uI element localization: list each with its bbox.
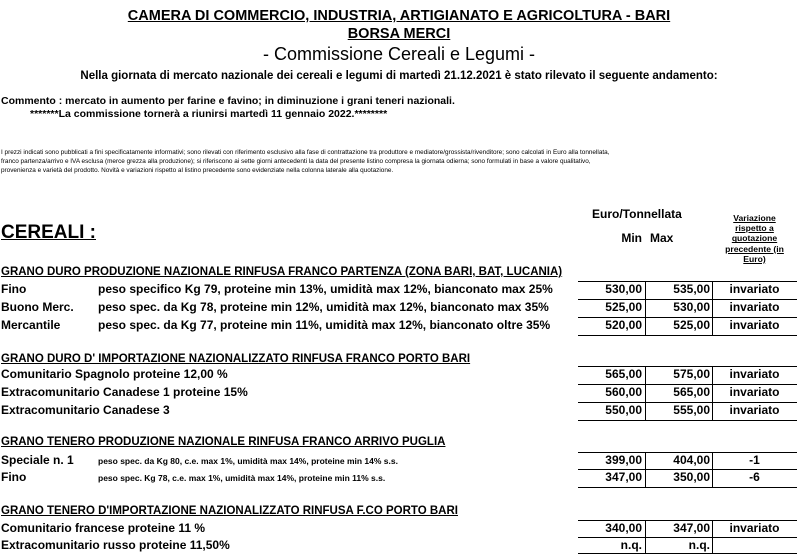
- grade-label: Extracomunitario Canadese 1 proteine 15%: [1, 385, 248, 399]
- grade-label: Fino: [1, 470, 27, 484]
- table-row: [0, 403, 798, 421]
- table-row: [0, 300, 798, 318]
- grid-line: [712, 281, 713, 335]
- section-title: GRANO DURO D' IMPORTAZIONE NAZIONALIZZATO RINFUSA FRANCO PORTO BARI: [1, 353, 471, 365]
- price-variation: invariato: [729, 403, 780, 417]
- min-header: Min: [621, 231, 642, 245]
- max-price: 575,00: [673, 367, 710, 381]
- grade-description: peso spec. Kg 78, c.e. max 1%, umidità max 14%, proteine min 11% s.s.: [98, 473, 386, 483]
- grid-line: [578, 402, 797, 403]
- max-price: 530,00: [673, 300, 710, 314]
- grade-description: peso specifico Kg 79, proteine min 13%, umidità max 12%, bianconato max 25%: [98, 282, 553, 296]
- grid-line: [578, 420, 797, 421]
- grade-label: Comunitario francese proteine 11 %: [1, 521, 206, 535]
- grade-label: Comunitario Spagnolo proteine 12,00 %: [1, 367, 228, 381]
- unit-header: Euro/Tonnellata: [592, 207, 682, 221]
- grid-line: [578, 366, 797, 367]
- price-variation: invariato: [729, 300, 780, 314]
- grade-label: Extracomunitario russo proteine 11,50%: [1, 538, 230, 552]
- min-price: 525,00: [605, 300, 642, 314]
- max-header: Max: [650, 231, 674, 245]
- table-row: [0, 367, 798, 385]
- grid-line: [645, 281, 646, 335]
- min-price: 520,00: [605, 318, 642, 332]
- max-price: 347,00: [673, 521, 710, 535]
- disclaimer-line-3: provenienza e varietà del prodotto. Novità e variazioni rispetto al listino precedente sono evidenziate nella colonna laterale alla quotazione.: [1, 167, 394, 174]
- grade-label: Fino: [1, 282, 27, 296]
- grid-line: [645, 520, 646, 554]
- grade-label: Mercantile: [1, 318, 61, 332]
- grid-line: [645, 366, 646, 420]
- variation-header-line: Euro): [743, 253, 766, 264]
- price-variation: -6: [749, 470, 760, 484]
- variation-header-line: Variazione: [733, 213, 776, 223]
- price-variation: invariato: [729, 282, 780, 296]
- next-meeting-note: *******La commissione tornerà a riunirsi martedì 11 gennaio 2022.********: [30, 108, 388, 120]
- disclaimer-line-2: franco partenza/arrivo e IVA esclusa (merce grezza alla produzione); si riferiscono ai sette giorni antecedenti la data del presente listino compresa la giornata odierna; sono formulati in base a valore qualitativo,: [1, 158, 591, 165]
- variation-header-line: precedente (in: [725, 243, 784, 254]
- grade-description: peso spec. da Kg 77, proteine min 11%, umidità max 12%, bianconato oltre 35%: [98, 318, 551, 332]
- table-row: [0, 318, 798, 336]
- grid-line: [578, 537, 797, 538]
- grade-label: Buono Merc.: [1, 300, 74, 314]
- chamber-title: CAMERA DI COMMERCIO, INDUSTRIA, ARTIGIANATO E AGRICOLTURA - BARI: [127, 8, 671, 24]
- min-price: 550,00: [605, 403, 642, 417]
- price-variation: invariato: [729, 521, 780, 535]
- market-intro: Nella giornata di mercato nazionale dei cereali e legumi di martedì 21.12.2021 è stato rilevato il seguente andamento:: [80, 70, 718, 82]
- max-price: n.q.: [688, 538, 710, 552]
- grid-line: [578, 469, 797, 470]
- grid-line: [578, 452, 797, 453]
- grid-line: [645, 452, 646, 487]
- min-price: 347,00: [605, 470, 642, 484]
- min-price: 565,00: [605, 367, 642, 381]
- max-price: 350,00: [673, 470, 710, 484]
- grid-line: [578, 299, 797, 300]
- price-variation: -1: [749, 453, 760, 467]
- table-row: [0, 282, 798, 300]
- market-comment: Commento : mercato in aumento per farine e favino; in diminuzione i grani teneri nazionali.: [1, 95, 455, 107]
- disclaimer-line-1: I prezzi indicati sono pubblicati a fini specificatamente informativi; sono rilevati con riferimento esclusivo alla fase di contrattazione tra produttore e mediatore/grossista/rivenditore; sono calcolati in Euro alla tonnellata,: [1, 149, 610, 156]
- grade-description: peso spec. da Kg 80, c.e. max 1%, umidità max 14%, proteine min 14% s.s.: [98, 456, 398, 466]
- min-price: 530,00: [605, 282, 642, 296]
- min-price: 399,00: [605, 453, 642, 467]
- max-price: 555,00: [673, 403, 710, 417]
- commission-title: - Commissione Cereali e Legumi -: [262, 44, 536, 64]
- grid-line: [578, 335, 797, 336]
- grid-line: [578, 520, 797, 521]
- min-price: 560,00: [605, 385, 642, 399]
- table-row: [0, 385, 798, 403]
- grid-line: [578, 487, 797, 488]
- cereali-title: CEREALI :: [1, 222, 96, 243]
- grid-line: [578, 281, 797, 282]
- variation-header-line: quotazione: [731, 233, 778, 244]
- min-price: n.q.: [620, 538, 642, 552]
- section-title: GRANO DURO PRODUZIONE NAZIONALE RINFUSA FRANCO PARTENZA (ZONA BARI, BAT, LUCANIA): [1, 266, 563, 278]
- variation-header-line: rispetto a: [735, 223, 774, 234]
- exchange-title: BORSA MERCI: [347, 26, 451, 42]
- grid-line: [712, 520, 713, 554]
- max-price: 404,00: [673, 453, 710, 467]
- section-title: GRANO TENERO D'IMPORTAZIONE NAZIONALIZZATO RINFUSA F.CO PORTO BARI: [1, 505, 458, 517]
- grade-label: Extracomunitario Canadese 3: [1, 403, 170, 417]
- max-price: 565,00: [673, 385, 710, 399]
- grade-description: peso spec. da Kg 78, proteine min 12%, umidità max 12%, bianconato max 35%: [98, 300, 549, 314]
- grid-line: [712, 366, 713, 420]
- grid-line: [578, 317, 797, 318]
- grid-line: [578, 384, 797, 385]
- grade-label: Speciale n. 1: [1, 453, 74, 467]
- max-price: 525,00: [673, 318, 710, 332]
- price-variation: invariato: [729, 367, 780, 381]
- variation-header: [712, 213, 797, 264]
- table-row: [0, 470, 798, 488]
- price-variation: invariato: [729, 318, 780, 332]
- max-price: 535,00: [673, 282, 710, 296]
- section-title: GRANO TENERO PRODUZIONE NAZIONALE RINFUSA FRANCO ARRIVO PUGLIA: [1, 436, 446, 448]
- min-price: 340,00: [605, 521, 642, 535]
- price-variation: invariato: [729, 385, 780, 399]
- grid-line: [712, 452, 713, 487]
